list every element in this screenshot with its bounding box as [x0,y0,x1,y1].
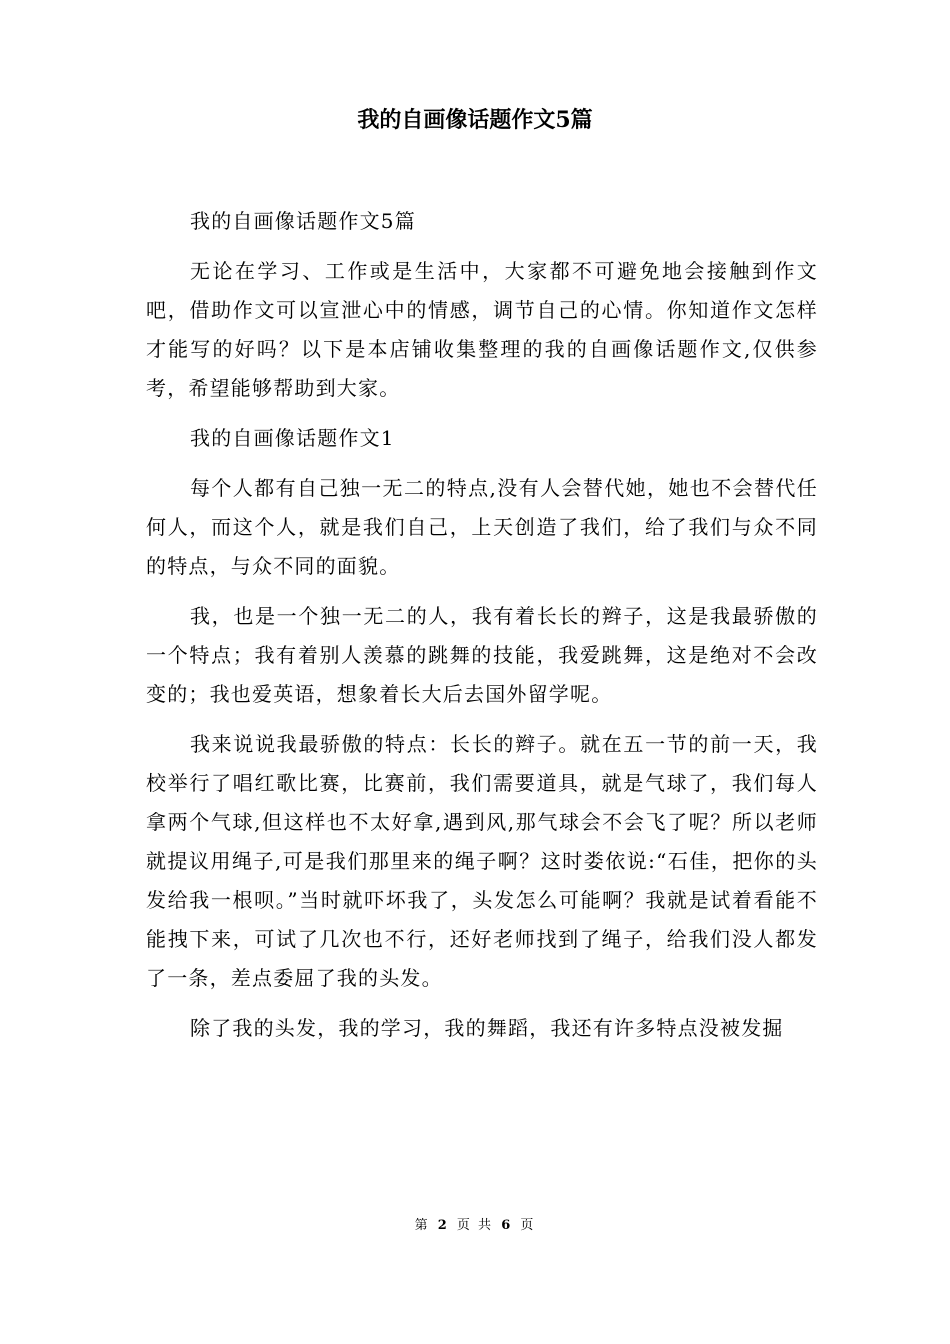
paragraph: 我的自画像话题作文1 [190,426,395,450]
footer-prefix: 第 [414,1218,430,1233]
current-page-number: 2 [437,1218,449,1233]
paragraph: 我，也是一个独一无二的人，我有着长长的辫子，这是我最骄傲的一个特点；我有着别人羡慕的跳舞的技能，我爱跳舞，这是绝对不会改变的；我也爱英语，想象着长大后去国外留学呢。 [146,604,818,706]
page-footer [0,1216,950,1236]
total-page-number: 6 [501,1218,513,1233]
paragraph: 每个人都有自己独一无二的特点,没有人会替代她，她也不会替代任何人，而这个人，就是我们自己，上天创造了我们，给了我们与众不同的特点，与众不同的面貌。 [146,476,818,578]
document-title: 我的自画像话题作文5篇 [357,107,593,133]
footer-suffix: 页 [520,1218,536,1233]
paragraph: 我的自画像话题作文5篇 [190,209,416,233]
document-body [146,202,818,1059]
paragraph: 无论在学习、工作或是生活中，大家都不可避免地会接触到作文吧，借助作文可以宣泄心中的情感，调节自己的心情。你知道作文怎样才能写的好吗？以下是本店铺收集整理的我的自画像话题作文,仅供参考，希望能够帮助到大家。 [146,259,818,400]
paragraph: 除了我的头发，我的学习，我的舞蹈，我还有许多特点没被发掘 [190,1016,784,1040]
paragraph: 我来说说我最骄傲的特点：长长的辫子。就在五一节的前一天，我校举行了唱红歌比赛，比赛前，我们需要道具，就是气球了，我们每人拿两个气球,但这样也不太好拿,遇到风,那气球会不会飞了呢？所以老师就提议用绳子,可是我们那里来的绳子啊？这时娄依说:“石佳，把你的头发给我一根呗。”当时就吓坏我了，头发怎么可能啊？我就是试着看能不能拽下来，可试了几次也不行，还好老师找到了绳子，给我们没人都发了一条，差点委屈了我的头发。 [146,732,818,990]
footer-mid: 页 共 [456,1218,494,1233]
